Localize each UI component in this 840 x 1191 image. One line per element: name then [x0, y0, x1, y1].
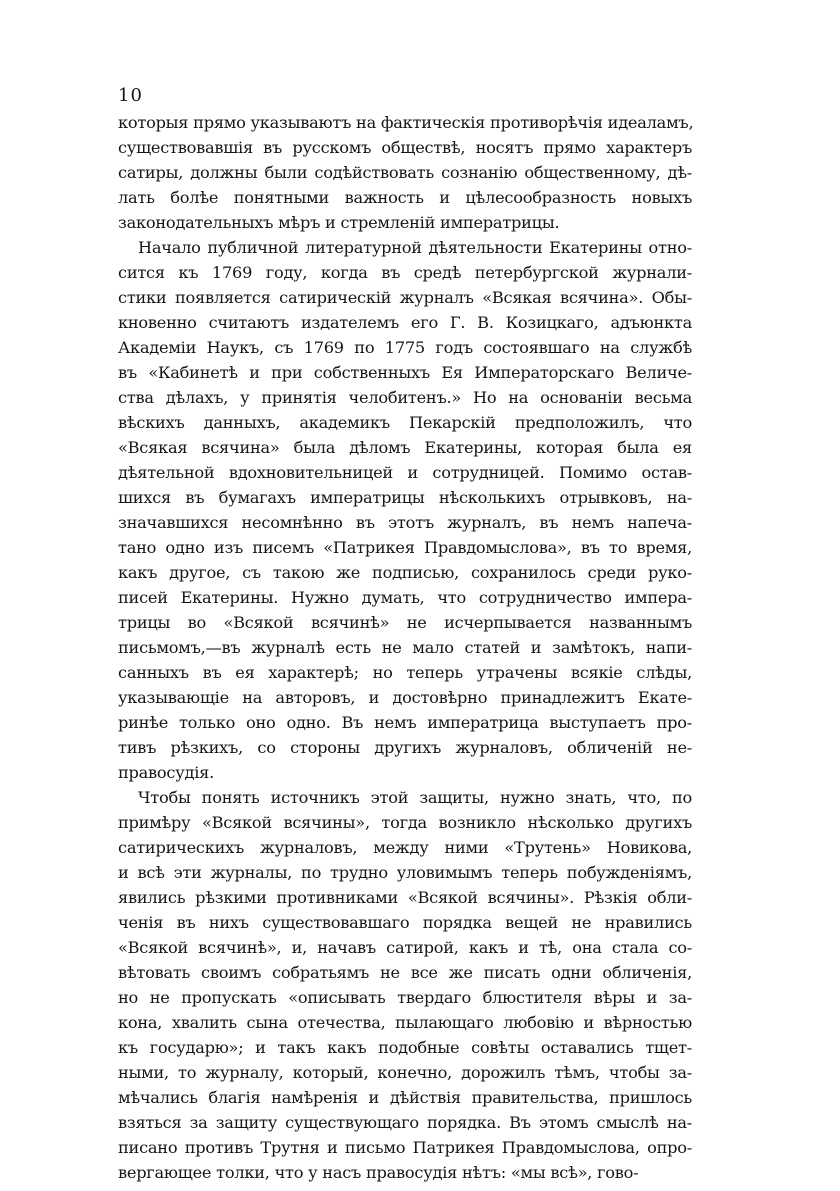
text-line: шихся въ бумагахъ императрицы нѣсколькихъ отрывковъ, на-: [118, 488, 692, 507]
text-line: ченія въ нихъ существовавшаго порядка вещей не нравились: [118, 913, 692, 932]
text-line: вѣскихъ данныхъ, академикъ Пекарскій предположилъ, что: [118, 413, 692, 432]
text-line: тано одно изъ писемъ «Патрикея Правдомыслова», въ то время,: [118, 538, 692, 557]
text-line: какъ другое, съ такою же подписью, сохранилось среди руко-: [118, 563, 692, 582]
page-number: 10: [118, 85, 143, 106]
paragraph: [118, 785, 692, 1185]
text-line: существовавшія въ русскомъ обществѣ, носятъ прямо характеръ: [118, 138, 692, 157]
text-line: которыя прямо указываютъ на фактическія противорѣчія идеаламъ,: [118, 113, 694, 132]
text-line: кона, хвалить сына отечества, пылающаго любовію и вѣрностью: [118, 1013, 692, 1032]
text-line: правосудія.: [118, 763, 215, 782]
text-line: и всѣ эти журналы, по трудно уловимымъ теперь побужденіямъ,: [118, 863, 692, 882]
body-text: [118, 110, 692, 1185]
text-line: взяться за защиту существующаго порядка. Въ этомъ смыслѣ на-: [118, 1113, 692, 1132]
text-line: Чтобы понять источникъ этой защиты, нужно знать, что, по: [138, 788, 692, 807]
text-line: вѣтовать своимъ собратьямъ не все же писать одни обличенія,: [118, 963, 692, 982]
text-line: «Всякая всячина» была дѣломъ Екатерины, которая была ея: [118, 438, 692, 457]
paragraph: [118, 235, 692, 785]
paragraph: [118, 110, 692, 235]
text-line: но не пропускать «описывать твердаго блюстителя вѣры и за-: [118, 988, 692, 1007]
text-line: примѣру «Всякой всячины», тогда возникло нѣсколько другихъ: [118, 813, 692, 832]
text-line: тивъ рѣзкихъ, со стороны другихъ журналовъ, обличеній не-: [118, 738, 692, 757]
text-line: «Всякой всячинѣ», и, начавъ сатирой, какъ и тѣ, она стала со-: [118, 938, 692, 957]
text-line: значавшихся несомнѣнно въ этотъ журналъ, въ немъ напеча-: [118, 513, 692, 532]
text-line: вергающее толки, что у насъ правосудія нѣтъ: «мы всѣ», гово-: [118, 1163, 639, 1182]
book-page: [118, 82, 692, 1185]
text-line: кновенно считаютъ издателемъ его Г. В. Козицкаго, адъюнкта: [118, 313, 692, 332]
text-line: сатиры, должны были содѣйствовать сознанію общественному, дѣ-: [118, 163, 692, 182]
text-line: лать болѣе понятными важность и цѣлесообразность новыхъ: [118, 188, 692, 207]
text-line: письмомъ,—въ журналѣ есть не мало статей и замѣтокъ, напи-: [118, 638, 692, 657]
text-line: стики появляется сатирическій журналъ «Всякая всячина». Обы-: [118, 288, 692, 307]
text-line: ринѣе только оно одно. Въ немъ императрица выступаетъ про-: [118, 713, 692, 732]
text-line: ства дѣлахъ, у принятія челобитенъ.» Но на основаніи весьма: [118, 388, 692, 407]
text-line: сатирическихъ журналовъ, между ними «Трутень» Новикова,: [118, 838, 692, 857]
text-line: явились рѣзкими противниками «Всякой всячины». Рѣзкія обли-: [118, 888, 692, 907]
text-line: сится къ 1769 году, когда въ средѣ петербургской журнали-: [118, 263, 692, 282]
text-line: дѣятельной вдохновительницей и сотрудницей. Помимо остав-: [118, 463, 692, 482]
text-line: къ государю»; и такъ какъ подобные совѣты оставались тщет-: [118, 1038, 692, 1057]
text-line: санныхъ въ ея характерѣ; но теперь утрачены всякіе слѣды,: [118, 663, 692, 682]
text-line: писано противъ Трутня и письмо Патрикея Правдомыслова, опро-: [118, 1138, 692, 1157]
text-line: писей Екатерины. Нужно думать, что сотрудничество импера-: [118, 588, 692, 607]
text-line: трицы во «Всякой всячинѣ» не исчерпывается названнымъ: [118, 613, 692, 632]
text-line: въ «Кабинетѣ и при собственныхъ Ея Императорскаго Величе-: [118, 363, 692, 382]
text-line: ными, то журналу, который, конечно, дорожилъ тѣмъ, чтобы за-: [118, 1063, 692, 1082]
text-line: законодательныхъ мѣръ и стремленій императрицы.: [118, 213, 560, 232]
text-line: Академіи Наукъ, съ 1769 по 1775 годъ состоявшаго на службѣ: [118, 338, 692, 357]
text-line: указывающіе на авторовъ, и достовѣрно принадлежитъ Екате-: [118, 688, 692, 707]
text-line: мѣчались благія намѣренія и дѣйствія правительства, пришлось: [118, 1088, 692, 1107]
text-line: Начало публичной литературной дѣятельности Екатерины отно-: [138, 238, 692, 257]
